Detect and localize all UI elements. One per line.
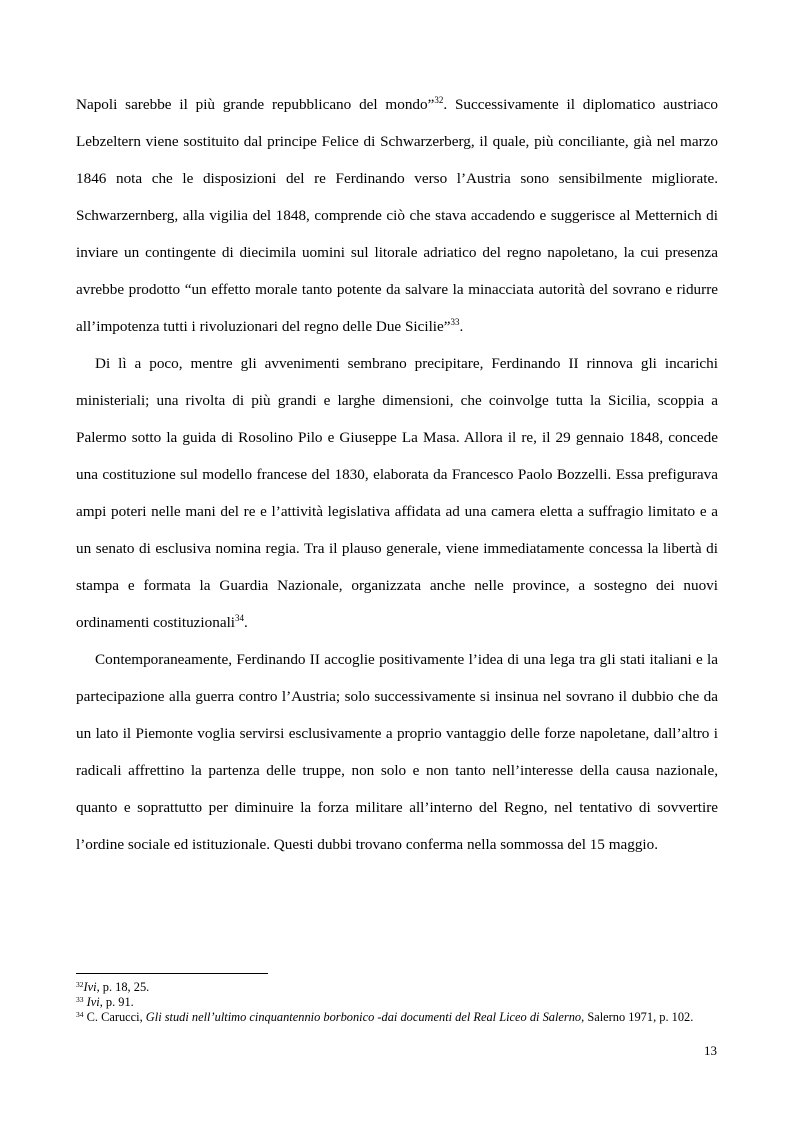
paragraph-text: . <box>459 318 464 335</box>
footnote-ref: 33 <box>450 317 460 327</box>
paragraph-text: Contemporaneamente, Ferdinando II accoglie positivamente l’idea di una lega tra gli stati italiani e la partecipazione alla guerra contro l’Austria; solo successivamente si insinua nel sovrano il dubbio che da un lato il Piemonte voglia servirsi esclusivamente a proprio vantaggio delle forze napoletane, dall’altro i radicali affrettino la partenza delle truppe, non solo e non tanto nell’interesse della causa nazionale, quanto e soprattutto per diminuire la forza militare all’interno del Regno, nel tentativo di sovvertire l’ordine sociale ed istituzionale. Questi dubbi trovano conferma nella sommossa del 15 maggio. <box>76 651 718 853</box>
footnote-text: , Salerno 1971, p. 102. <box>581 1010 694 1024</box>
footnotes <box>76 980 718 1025</box>
footnote-ref: 34 <box>235 613 245 623</box>
paragraph-text: . <box>244 614 248 631</box>
footnote-separator <box>76 973 268 974</box>
footnote-text: , p. 91. <box>99 995 134 1009</box>
footnote-italic: Gli studi nell’ultimo cinquantennio borbonico -dai documenti del Real Liceo di Salerno <box>145 1010 582 1024</box>
footnote-italic: Ivi <box>83 980 97 994</box>
footnote-ref: 32 <box>434 95 444 105</box>
footnote-number: 34 <box>76 1010 84 1019</box>
paragraph-text: . Successivamente il diplomatico austriaco Lebzeltern viene sostituito dal principe Felice di Schwarzerberg, il quale, più conciliante, già nel marzo 1846 nota che le disposizioni del re Ferdinando verso l’Austria sono sensibilmente migliorate. Schwarzernberg, alla vigilia del 1848, comprende ciò che stava accadendo e suggerisce al Metternich di inviare un contingente di diecimila uomini sul litorale adriatico del regno napoletano, la cui presenza avrebbe prodotto “un effetto morale tanto potente da salvare la minacciata autorità del sovrano e ridurre all’impotenza tutti i rivoluzionari del regno delle Due Sicilie” <box>76 96 718 335</box>
paragraph <box>76 86 718 345</box>
footnote-number: 32 <box>76 980 84 989</box>
footnote-text: , p. 18, 25. <box>96 980 150 994</box>
page-number: 13 <box>704 1043 717 1058</box>
footnote <box>76 980 718 995</box>
paragraph <box>76 345 718 641</box>
paragraph <box>76 641 718 863</box>
footnote-text: C. Carucci, <box>86 1010 146 1024</box>
paragraph-text: Di lì a poco, mentre gli avvenimenti sembrano precipitare, Ferdinando II rinnova gli incarichi ministeriali; una rivolta di più grandi e larghe dimensioni, che coinvolge tutta la Sicilia, scoppia a Palermo sotto la guida di Rosolino Pilo e Giuseppe La Masa. Allora il re, il 29 gennaio 1848, concede una costituzione sul modello francese del 1830, elaborata da Francesco Paolo Bozzelli. Essa prefigurava ampi poteri nelle mani del re e l’attività legislativa affidata ad una camera eletta a suffragio limitato e a un senato di esclusiva nomina regia. Tra il plauso generale, viene immediatamente concessa la libertà di stampa e formata la Guardia Nazionale, organizzata anche nelle province, a sostegno dei nuovi ordinamenti costituzionali <box>76 355 718 631</box>
footnote-number: 33 <box>76 995 84 1004</box>
footnote <box>76 1010 718 1025</box>
paragraph-text: Napoli sarebbe il più grande repubblicano del mondo” <box>76 96 435 113</box>
body-text <box>76 86 718 863</box>
footnote <box>76 995 718 1010</box>
footnote-italic: Ivi <box>86 995 100 1009</box>
